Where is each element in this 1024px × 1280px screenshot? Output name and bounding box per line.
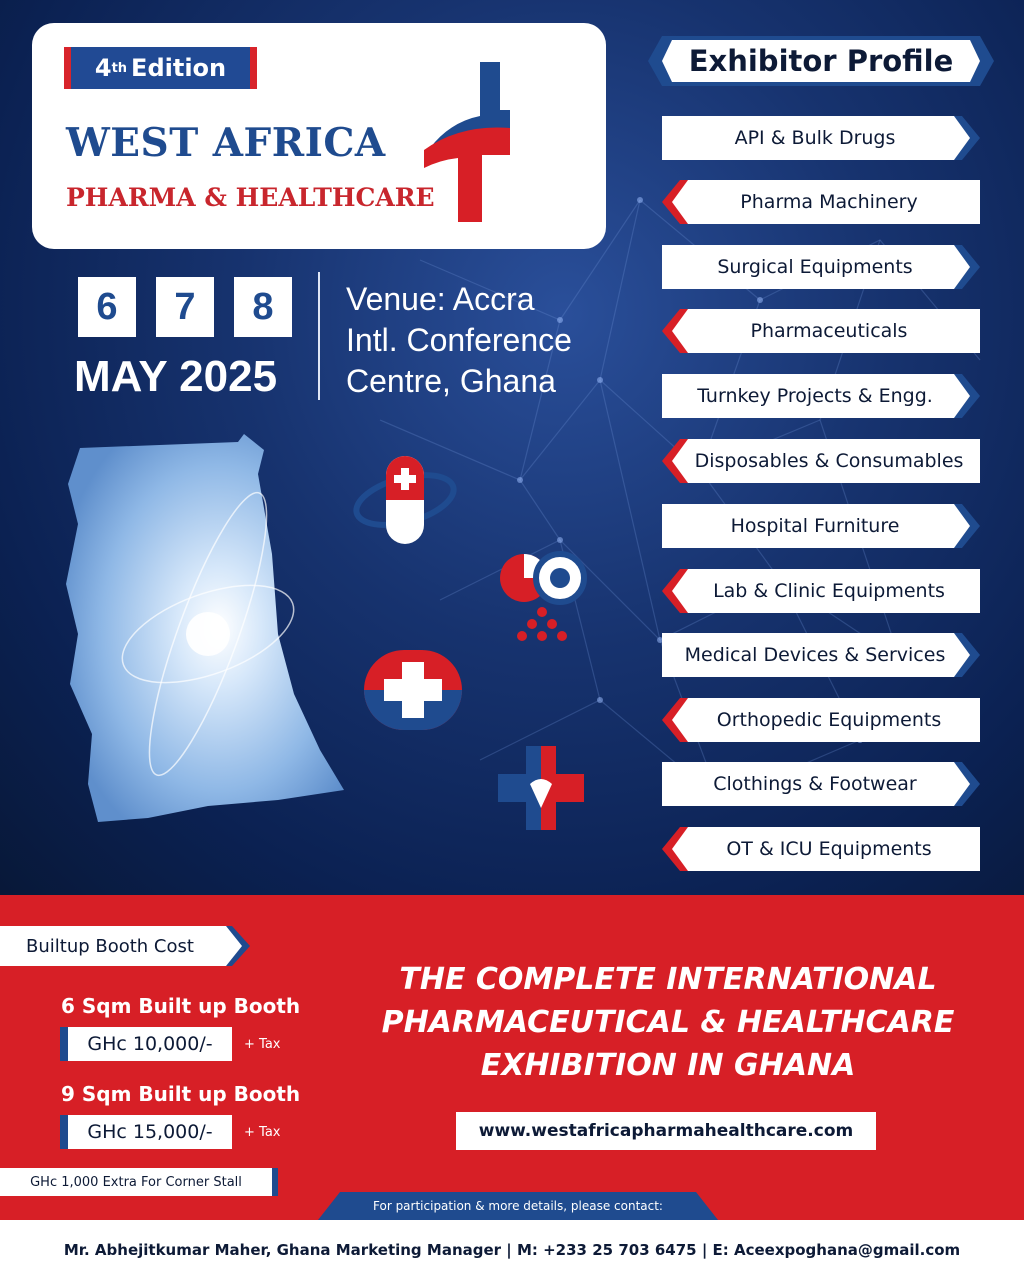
exhibitor-item-label: Orthopedic Equipments [716, 709, 942, 731]
exhibitor-profile-header [648, 36, 994, 86]
exhibitor-item [662, 374, 980, 418]
exhibitor-item-label: OT & ICU Equipments [726, 838, 932, 860]
venue-line: Intl. Conference [346, 322, 572, 358]
divider [318, 272, 320, 400]
booth-option-tax: + Tax [244, 1037, 281, 1052]
exhibitor-item [662, 827, 980, 871]
exhibitor-item [662, 309, 980, 353]
capsules-molecule-icon [494, 548, 590, 644]
booth-option-price: GHc 15,000/- [60, 1115, 232, 1149]
booth-option-name: 6 Sqm Built up Booth [61, 994, 301, 1018]
exhibitor-item [662, 180, 980, 224]
ghana-map-image [58, 434, 348, 834]
exhibitor-item-label: Hospital Furniture [730, 515, 900, 537]
medical-cross-pill-icon [362, 648, 464, 732]
tagline-line: THE COMPLETE INTERNATIONAL [399, 962, 937, 997]
exhibitor-item [662, 245, 980, 289]
exhibitor-item-label: Clothings & Footwear [713, 773, 917, 795]
booth-option-name: 9 Sqm Built up Booth [61, 1082, 301, 1106]
medical-cross-logo-icon [420, 50, 510, 230]
date-day-2: 7 [156, 277, 214, 337]
venue-line: Venue: Accra [346, 281, 535, 317]
edition-suffix: th [111, 60, 128, 76]
booth-cost-tab [0, 926, 250, 966]
exhibitor-item [662, 504, 980, 548]
edition-label: Edition [131, 54, 227, 82]
corner-stall-note: GHc 1,000 Extra For Corner Stall [0, 1168, 278, 1196]
tagline-line: EXHIBITION IN GHANA [480, 1048, 856, 1083]
venue-line: Centre, Ghana [346, 363, 556, 399]
booth-option-tax: + Tax [244, 1125, 281, 1140]
booth-option-price: GHc 10,000/- [60, 1027, 232, 1061]
exhibitor-item-label: Pharmaceuticals [750, 320, 908, 342]
tagline-line: PHARMACEUTICAL & HEALTHCARE [381, 1005, 955, 1040]
exhibitor-item [662, 569, 980, 613]
exhibitor-item [662, 698, 980, 742]
exhibitor-item-label: Disposables & Consumables [694, 450, 964, 472]
contact-label-tab [318, 1192, 718, 1220]
exhibitor-item-label: Medical Devices & Services [684, 644, 946, 666]
contact-footer: Mr. Abhejitkumar Maher, Ghana Marketing Manager | M: +233 25 703 6475 | E: Aceexpoghana@gmail.com [0, 1220, 1024, 1280]
event-month-year: MAY 2025 [74, 352, 278, 401]
exhibitor-profile-title: Exhibitor Profile [688, 44, 954, 78]
logo-title-west-africa: WEST AFRICA [66, 120, 386, 166]
date-day-1: 6 [78, 277, 136, 337]
date-day-3: 8 [234, 277, 292, 337]
exhibitor-item-label: Turnkey Projects & Engg. [697, 385, 933, 407]
pill-orbit-icon [350, 452, 460, 548]
edition-badge [64, 47, 257, 89]
exhibitor-item-label: API & Bulk Drugs [734, 127, 896, 149]
exhibitor-item [662, 116, 980, 160]
exhibitor-item-label: Surgical Equipments [717, 256, 913, 278]
venue-text [346, 279, 626, 402]
exhibitor-item [662, 633, 980, 677]
health-cross-icon [496, 744, 586, 832]
logo-title-pharma-healthcare: PHARMA & HEALTHCARE [66, 183, 435, 212]
contact-label: For participation & more details, please contact: [373, 1199, 663, 1213]
exhibitor-item [662, 762, 980, 806]
booth-cost-title: Builtup Booth Cost [26, 935, 194, 957]
exhibitor-item [662, 439, 980, 483]
exhibition-tagline [336, 958, 1000, 1087]
website-link[interactable]: www.westafricapharmahealthcare.com [456, 1112, 876, 1150]
edition-number: 4 [94, 54, 112, 82]
exhibitor-item-label: Pharma Machinery [740, 191, 918, 213]
exhibitor-item-label: Lab & Clinic Equipments [713, 580, 945, 602]
